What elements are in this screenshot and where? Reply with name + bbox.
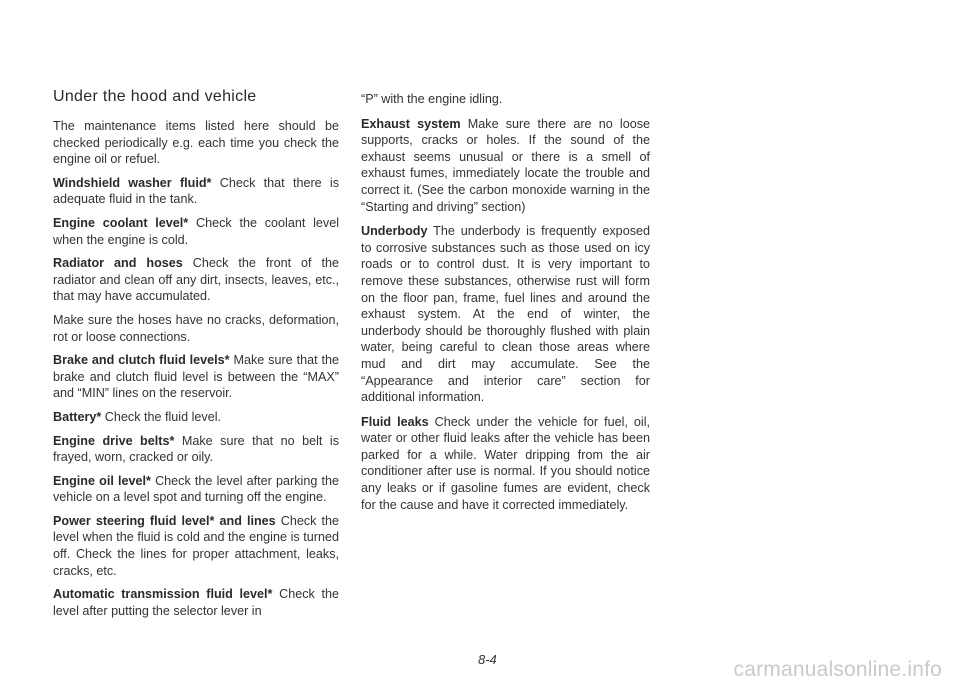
- item-windshield-washer: [53, 175, 339, 208]
- item-heading: Radiator and hoses: [53, 256, 183, 271]
- item-drive-belts: [53, 433, 339, 466]
- item-engine-oil: [53, 473, 339, 506]
- item-text: Make sure that the brake and clutch fluid level is between the “MAX” and “MIN” lines on the reservoir.: [53, 353, 339, 401]
- right-column: [361, 91, 650, 521]
- item-power-steering: [53, 513, 339, 579]
- watermark: carmanualsonline.info: [733, 658, 942, 681]
- item-heading: Exhaust system: [361, 116, 461, 131]
- item-text: Check the fluid level.: [104, 409, 222, 424]
- item-text: Check the level after parking the vehicle on a level spot and turning off the engine.: [53, 473, 339, 505]
- item-heading: Fluid leaks: [361, 414, 429, 429]
- item-text: Check the level after putting the selector lever in: [53, 587, 339, 618]
- left-column: [53, 88, 339, 626]
- item-heading: Engine oil level*: [53, 473, 151, 488]
- item-heading: Windshield washer fluid*: [53, 175, 212, 190]
- item-text: Check the front of the radiator and clean off any dirt, insects, leaves, etc., that may have accumulated.: [53, 256, 340, 304]
- item-brake-clutch: [53, 352, 339, 402]
- page-number: 8-4: [478, 652, 497, 667]
- section-title: Under the hood and vehicle: [53, 88, 257, 105]
- item-radiator-hoses: [53, 255, 339, 305]
- item-underbody: [361, 223, 650, 406]
- item-heading: Power steering fluid level* and lines: [53, 513, 276, 528]
- item-text: Make sure there are no loose supports, cracks or holes. If the sound of the exhaust seems unusual or there is a smell of exhaust fumes, immediately locate the trouble and correct it. (See the carbon monoxide warning in the “Starting and driving” section): [361, 116, 651, 214]
- item-heading: Battery*: [53, 409, 102, 424]
- item-heading: Underbody: [361, 224, 428, 239]
- item-fluid-leaks: [361, 414, 650, 514]
- item-heading: Engine coolant level*: [53, 215, 189, 230]
- item-text: Check that there is adequate fluid in the tank.: [53, 175, 339, 207]
- continuation-text: “P” with the engine idling.: [361, 92, 503, 106]
- item-exhaust-system: [361, 116, 650, 216]
- item-engine-coolant: [53, 215, 339, 248]
- item-heading: Brake and clutch fluid levels*: [53, 353, 230, 368]
- item-battery: [53, 409, 339, 426]
- item-auto-transmission: [53, 586, 339, 619]
- intro-paragraph: The maintenance items listed here should be checked periodically e.g. each time you check the engine oil or refuel.: [53, 119, 339, 167]
- item-text: Make sure that no belt is frayed, worn, cracked or oily.: [53, 433, 340, 465]
- item-text: The underbody is frequently exposed to corrosive substances such as those used on icy roads or to control dust. It is very important to remove these substances, otherwise rust will form on the floor pan, frame, fuel lines and around the exhaust system. At the end of winter, the underbody should be thoroughly flushed with plain water, being careful to clean those areas where mud and dirt may accumulate. See the “Appearance and interior care” section for additional information.: [361, 224, 650, 405]
- item-text: Check under the vehicle for fuel, oil, water or other fluid leaks after the vehicle has been parked for a while. Water dripping from the air conditioner after use is normal. If you should notice any leaks or if gasoline fumes are evident, check for the cause and have it corrected immediately.: [361, 414, 651, 512]
- item-hoses-note: [53, 312, 339, 345]
- item-heading: Automatic transmission fluid level*: [53, 587, 273, 602]
- item-text: Check the level when the fluid is cold and the engine is turned off. Check the lines for proper attachment, leaks, cracks, etc.: [53, 513, 339, 578]
- item-heading: Engine drive belts*: [53, 433, 175, 448]
- item-text: Make sure the hoses have no cracks, deformation, rot or loose connections.: [53, 312, 339, 344]
- item-text: Check the coolant level when the engine is cold.: [53, 215, 340, 247]
